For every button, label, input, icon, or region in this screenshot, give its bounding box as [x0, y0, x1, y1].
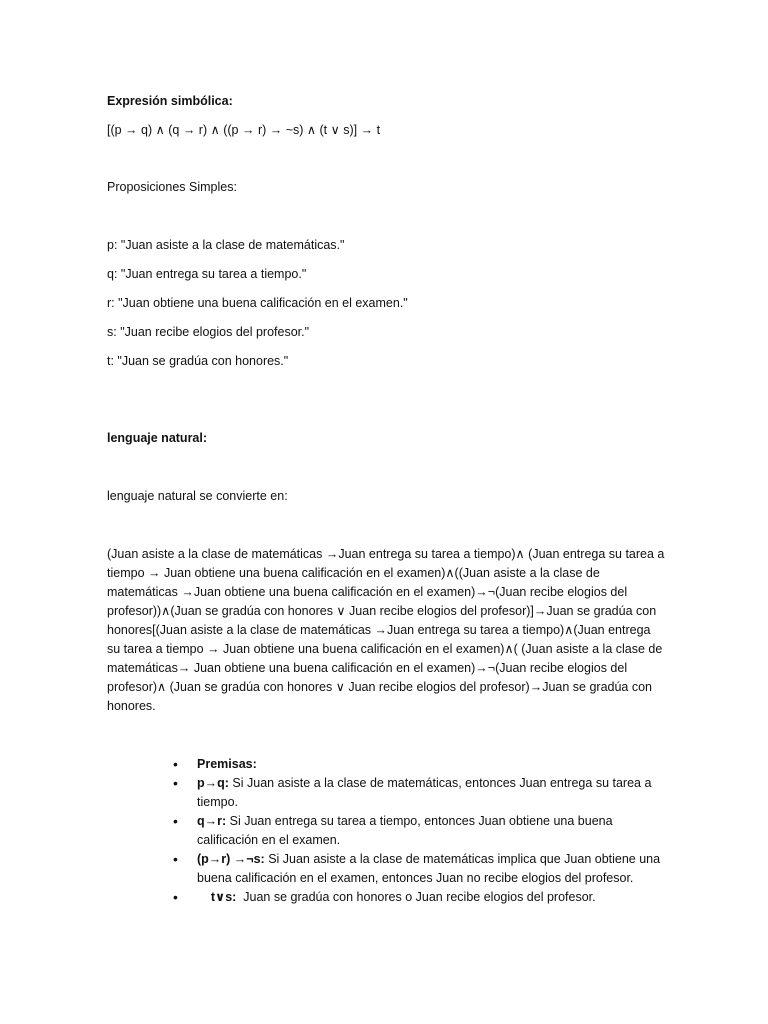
proposition-t: t: "Juan se gradúa con honores." [107, 354, 289, 368]
proposition-s: s: "Juan recibe elogios del profesor." [107, 325, 310, 339]
natural-language-paragraph: (Juan asiste a la clase de matemáticas →Juan entrega su tarea a tiempo)∧ (Juan entrega su tarea a tiempo → Juan obtiene una buena calificación en el examen)∧((Juan asiste a la clase de matemáticas →Juan obtiene una buena calificación en el examen)→¬(Juan recibe elogios del profesor))∧(Juan se gradúa con honores ∨ Juan recibe elogios del profesor)]→Juan se gradúa con honores[(Juan asiste a la clase de matemáticas →Juan entrega su tarea a tiempo)∧(Juan entrega su tarea a tiempo → Juan obtiene una buena calificación en el examen)∧( (Juan asiste a la clase de matemáticas→ Juan obtiene una buena calificación en el examen)→¬(Juan recibe elogios del profesor)∧ (Juan se gradúa con honores ∨ Juan recibe elogios del profesor)→Juan se gradúa con honores. [107, 547, 665, 713]
premises-title [173, 755, 673, 774]
premise-text: Si Juan asiste a la clase de matemáticas, entonces Juan entrega su tarea a tiempo. [197, 776, 652, 809]
premise-key: p→q: [197, 776, 229, 790]
document-page [107, 90, 667, 920]
symbolic-expression: [(p → q) ∧ (q → r) ∧ ((p → r) → ~s) ∧ (t ∨ s)] → t [107, 123, 381, 137]
proposition-r: r: "Juan obtiene una buena calificación en el examen." [107, 296, 408, 310]
premise-key: q→r: [197, 814, 227, 828]
premise-text: Juan se gradúa con honores o Juan recibe elogios del profesor. [236, 890, 596, 904]
heading-natural-language: lenguaje natural: [107, 431, 208, 445]
premises-list [173, 755, 673, 907]
heading-simple-propositions: Proposiciones Simples: [107, 180, 237, 194]
premise-key: (p→r) →¬s: [197, 852, 265, 866]
premises-title-text: Premisas: [197, 757, 257, 771]
premise-item [173, 888, 673, 907]
heading-symbolic-expression: Expresión simbólica: [107, 94, 233, 108]
premise-key: t∨s: [197, 890, 237, 904]
premise-text: Si Juan asiste a la clase de matemáticas implica que Juan obtiene una buena calificación en el examen, entonces Juan no recibe elogios del profesor. [197, 852, 661, 885]
premise-item [173, 850, 673, 888]
premise-item [173, 774, 673, 812]
premise-item [173, 812, 673, 850]
proposition-p: p: "Juan asiste a la clase de matemáticas." [107, 238, 345, 252]
natural-language-subtitle: lenguaje natural se convierte en: [107, 489, 288, 503]
premise-text: Si Juan entrega su tarea a tiempo, entonces Juan obtiene una buena calificación en el examen. [197, 814, 613, 847]
propositions-list [107, 236, 667, 371]
proposition-q: q: "Juan entrega su tarea a tiempo." [107, 267, 307, 281]
